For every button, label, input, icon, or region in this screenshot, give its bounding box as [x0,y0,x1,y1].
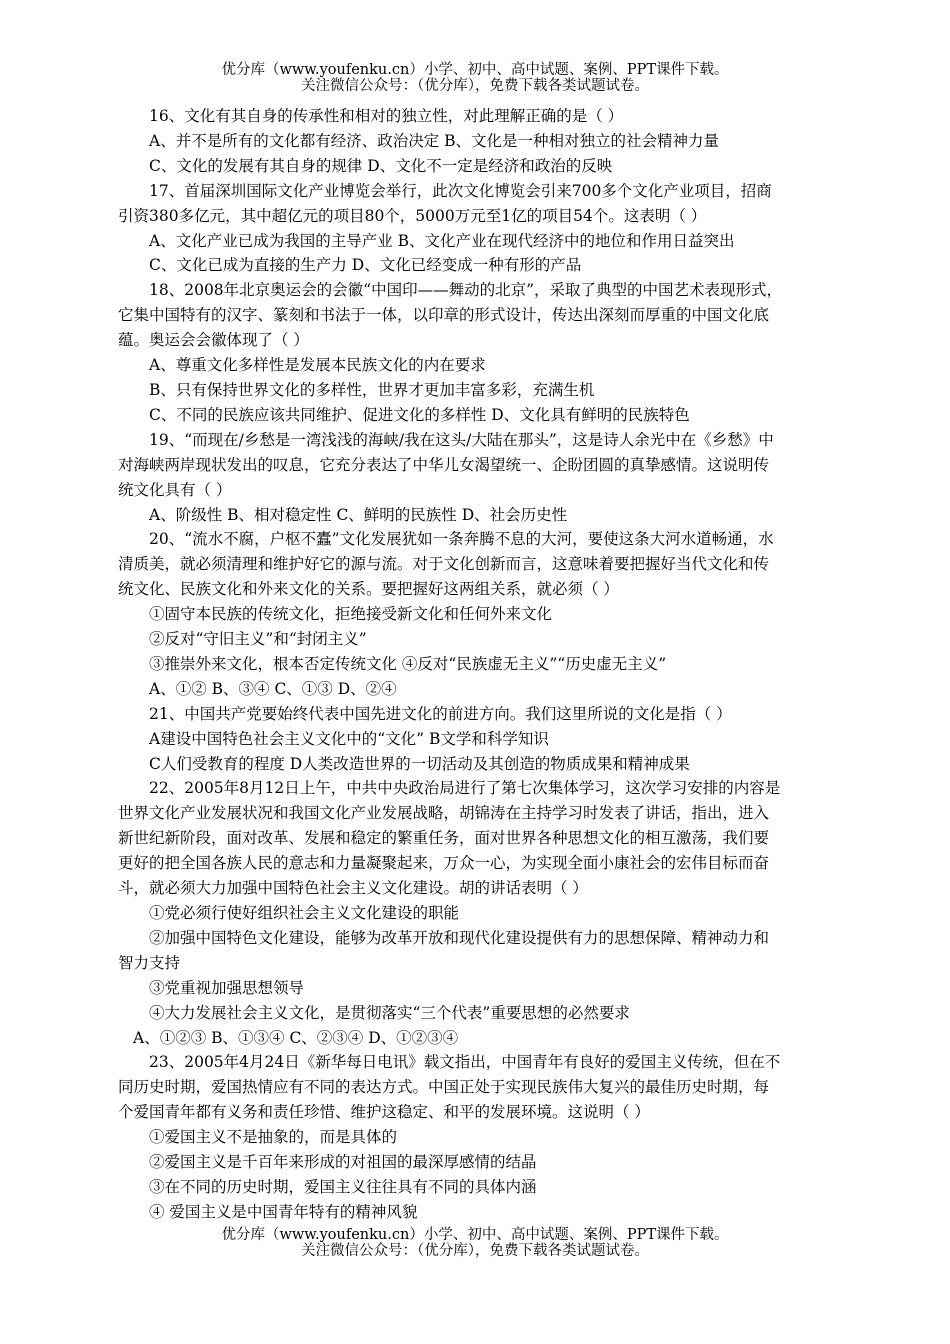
page-footer [0,1227,950,1259]
text-line: 斗，就必须大力加强中国特色社会主义文化建设。胡的讲话表明（ ） [118,879,588,898]
footer-line-1: 优分库（www.youfenku.cn）小学、初中、高中试题、案例、PPT课件下载。 [221,1227,729,1243]
text-line: 智力支持 [118,953,181,972]
text-line: C、文化的发展有其自身的规律 D、文化不一定是经济和政治的反映 [149,156,613,175]
header-line-1: 优分库（www.youfenku.cn）小学、初中、高中试题、案例、PPT课件下载。 [221,62,729,78]
text-line: 世界文化产业发展状况和我国文化产业发展战略，胡锦涛在主持学习时发表了讲话，指出，进入 [118,804,770,823]
text-line: ④ 爱国主义是中国青年特有的精神风貌 [149,1202,418,1221]
text-line: 统文化具有（ ） [118,480,232,499]
text-line: 引资380多亿元，其中超亿元的项目80个，5000万元至1亿的项目54个。这表明（ ） [118,206,707,225]
text-line: 21、中国共产党要始终代表中国先进文化的前进方向。我们这里所说的文化是指（ ） [149,704,732,723]
text-line: 同历史时期，爱国热情应有不同的表达方式。中国正处于实现民族伟大复兴的最佳历史时期，每 [118,1078,770,1097]
header-line-2: 关注微信公众号：（优分库），免费下载各类试题试卷。 [301,78,649,94]
text-line: A、①② B、③④ C、①③ D、②④ [149,679,397,698]
text-line: ①党必须行使好组织社会主义文化建设的职能 [149,904,460,922]
text-line: 18、2008年北京奥运会的会徽“中国印——舞动的北京”，采取了典型的中国艺术表现形式， [149,281,783,300]
text-line: ③推崇外来文化，根本否定传统文化 ④反对“民族虚无主义”“历史虚无主义” [149,654,667,673]
text-line: A建设中国特色社会主义文化中的“文化” B文学和科学知识 [149,729,549,748]
text-line: 22、2005年8月12日上午，中共中央政治局进行了第七次集体学习，这次学习安排的内容是 [149,779,781,798]
text-line: A、文化产业已成为我国的主导产业 B、文化产业在现代经济中的地位和作用日益突出 [149,231,735,250]
text-line: ②反对“守旧主义”和“封闭主义” [149,630,367,649]
text-line: A、尊重文化多样性是发展本民族文化的内在要求 [149,356,486,375]
text-line: 个爱国青年都有义务和责任珍惜、维护这稳定、和平的发展环境。这说明（ ） [118,1103,650,1122]
text-line: A、①②③ B、①③④ C、②③④ D、①②③④ [133,1028,459,1047]
text-line: 20、“流水不腐，户枢不蠹”文化发展犹如一条奔腾不息的大河，要使这条大河水道畅通，水 [149,530,774,549]
footer-line-2: 关注微信公众号：（优分库），免费下载各类试题试卷。 [301,1243,649,1259]
text-line: C人们受教育的程度 D人类改造世界的一切活动及其创造的物质成果和精神成果 [149,754,690,773]
text-line: C、文化已成为直接的生产力 D、文化已经变成一种有形的产品 [149,256,582,275]
text-line: 更好的把全国各族人民的意志和力量凝聚起来，万众一心，为实现全面小康社会的宏伟目标而奋 [118,854,770,873]
text-line: A、阶级性 B、相对稳定性 C、鲜明的民族性 D、社会历史性 [149,505,568,524]
text-line: ③党重视加强思想领导 [149,978,305,997]
text-line: ②加强中国特色文化建设，能够为改革开放和现代化建设提供有力的思想保障、精神动力和 [149,928,770,947]
text-line: 对海峡两岸现状发出的叹息，它充分表达了中华儿女渴望统一、企盼团圆的真挚感情。这说明传 [118,455,770,474]
text-line: 蕴。奥运会会徽体现了（ ） [118,331,309,350]
text-line: C、不同的民族应该共同维护、促进文化的多样性 D、文化具有鲜明的民族特色 [149,405,690,424]
text-line: ②爱国主义是千百年来形成的对祖国的最深厚感情的结晶 [149,1153,537,1172]
text-line: 清质美，就必须清理和维护好它的源与流。对于文化创新而言，这意味着要把握好当代文化和传 [118,555,770,574]
text-line: 它集中国特有的汉字、篆刻和书法于一体，以印章的形式设计，传达出深刻而厚重的中国文化底 [118,306,770,325]
page-header [0,62,950,94]
document-body [118,104,833,1225]
text-line: 17、首届深圳国际文化产业博览会举行，此次文化博览会引来700多个文化产业项目，招商 [149,181,772,200]
text-line: 统文化、民族文化和外来文化的关系。要把握好这两组关系，就必须（ ） [118,580,619,599]
text-line: B、只有保持世界文化的多样性，世界才更加丰富多彩，充满生机 [149,380,595,399]
text-line: ③在不同的历史时期，爱国主义往往具有不同的具体内涵 [149,1177,537,1196]
text-line: 新世纪新阶段，面对改革、发展和稳定的繁重任务，面对世界各种思想文化的相互激荡，我们要 [118,829,770,848]
text-line: A、并不是所有的文化都有经济、政治决定 B、文化是一种相对独立的社会精神力量 [149,131,720,150]
text-line: ①固守本民族的传统文化，拒绝接受新文化和任何外来文化 [149,605,553,624]
text-line: ①爱国主义不是抽象的，而是具体的 [149,1128,398,1147]
text-line: 19、“而现在/乡愁是一湾浅浅的海峡/我在这头/大陆在那头”，这是诗人余光中在《乡愁》中 [149,430,774,449]
text-line: 23、2005年4月24日《新华每日电讯》载文指出，中国青年有良好的爱国主义传统，但在不 [149,1053,781,1072]
text-line: ④大力发展社会主义文化，是贯彻落实“三个代表”重要思想的必然要求 [149,1003,630,1022]
text-line: 16、文化有其自身的传承性和相对的独立性，对此理解正确的是（ ） [149,107,624,125]
